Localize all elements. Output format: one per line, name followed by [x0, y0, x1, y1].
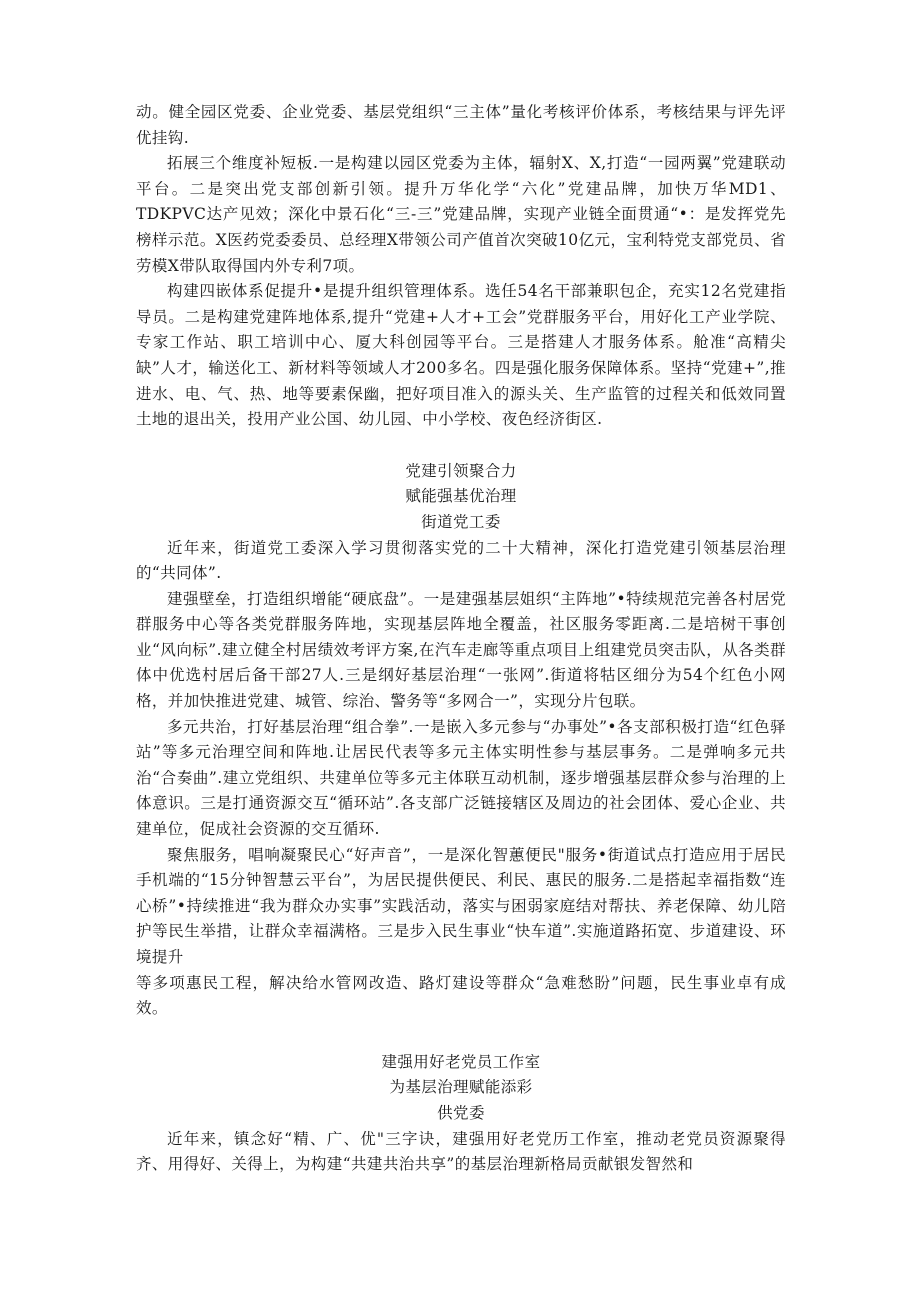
paragraph: 聚焦服务，唱响凝聚民心“好声音”，一是深化智蕙便民"服务•街道试点打造应用于居民手机端的“15分钟智慧云平台”，为居民提供便民、利民、惠民的服务.二是搭起幸福指数“连心桥”•持续推进“我为群众办实事”实践活动，落实与困弱家庭结对帮扶、养老保障、幼儿陪护等民生举措，让群众幸福满格。三是步入民生事业“快车道”.实施道路拓宽、步道建设、环境提升	[136, 845, 786, 966]
article-author: 街道党工委	[421, 512, 501, 531]
paragraph: 等多项惠民工程，解决给水管网改造、路灯建设等群众“急难愁盼”问题，民生事业卓有成效。	[136, 973, 786, 1018]
article-title-line-2: 为基层治理赋能添彩	[389, 1078, 533, 1097]
section-veteran-party-members	[136, 1050, 786, 1178]
document-page	[136, 100, 786, 1178]
article-author: 供党委	[437, 1103, 485, 1122]
paragraph: 构建四嵌体系促提升•是提升组织管理体系。选任54名干部兼职包企，充实12名党建指导员。二是构建党建阵地体系,提升“党建+人才+工会”党群服务平台，用好化工产业学院、专家工作站、职工培训中心、厦大科创园等平台。三是搭建人才服务体系。舱准“高精尖缺”人才，输送化工、新材料等领域人才200多名。四是强化服务保障体系。坚持“党建+”,推进水、电、气、热、地等要素保幽，把好项目准入的源头关、生产监管的过程关和低效同置土地的退出关，投用产业公国、幼儿园、中小学校、夜色经济街区.	[136, 282, 786, 429]
paragraph: 近年来，镇念好“精、广、优"三字诀，建强用好老党历工作室，推动老党员资源聚得齐、用得好、关得上，为构建“共建共治共享”的基层治理新格局贡献银发智然和	[136, 1129, 786, 1174]
paragraph: 建强壁垒，打造组织增能“硬底盘”。一是建强基层姐织“主阵地”•特续规范完善各村居党群服务中心等各类党群服务阵地，实现基层阵地全覆盖，社区服务零距离.二是培树干事创业“风向标”.建立健全村居绩效考评方案,在汽车走廊等重点项目上组建党员突击队，从各类群体中优选村居后备干部27人.三是纲好基层治理“一张网”.街道将牯区细分为54个红色小网格，并加快推进党建、城管、综治、警务等“多网合一”，实现分片包联。	[136, 589, 786, 711]
article-heading	[136, 459, 786, 536]
paragraph: 近年来，街道党工委深入学习贯彻落实党的二十大精神，深化打造党建引领基层治理的“共同体”.	[136, 538, 786, 583]
article-heading	[136, 1050, 786, 1127]
paragraph: 拓展三个维度补短板.一是构建以园区党委为主体，辐射X、X,打造“一园两翼”党建联动平台。二是突出党支部创新引领。提升万华化学“六化”党建品牌，加快万华MD1、TDKPVC达产见效；深化中景石化“三-三”党建品牌，实现产业链全面贯通“•：是发挥党先榜样示范。X医药党委委员、总经理X带领公司产值首次突破10亿元，宝利特党支部党员、省劳模X带队取得国内外专利7项。	[136, 154, 786, 275]
paragraph: 动。健全园区党委、企业党委、基层党组织“三主体”量化考核评价体系，考核结果与评先评优挂钩.	[136, 103, 786, 147]
paragraph: 多元共治，打好基层治理“组合拳”.一是嵌入多元参与“办事处”•各支部积极打造“红色驿站”等多元治理空间和阵地.让居民代表等多元主体实明性参与基层事务。二是弹响多元共治“合奏曲”.建立党组织、共建单位等多元主体联互动机制，逐步增强基层群众参与治理的上体意识。三是打通资源交互“循环站”.各支部广泛链接辖区及周边的社会团体、爱心企业、共建单位，促成社会资源的交互循环.	[136, 717, 786, 839]
article-title-line-2: 赋能强基优治理	[405, 487, 517, 506]
article-title-line-1: 党建引领聚合力	[405, 461, 517, 480]
article-title-line-1: 建强用好老党员工作室	[381, 1052, 541, 1071]
section-street-committee	[136, 459, 786, 1022]
section-industrial-park	[136, 100, 786, 433]
